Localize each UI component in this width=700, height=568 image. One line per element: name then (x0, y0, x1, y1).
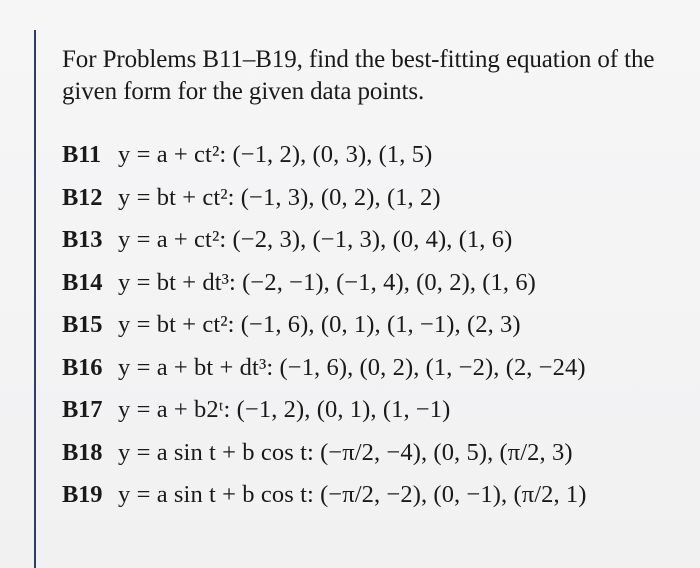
problem-text: y = bt + ct²: (−1, 6), (0, 1), (1, −1), (2, 3) (118, 311, 521, 338)
problem-b17 (62, 396, 692, 439)
problem-text: y = bt + ct²: (−1, 3), (0, 2), (1, 2) (118, 183, 441, 211)
problem-b14 (62, 269, 692, 312)
problem-number: B14 (62, 268, 103, 296)
problem-number: B18 (62, 438, 103, 466)
problem-text: y = a + ct²: (−2, 3), (−1, 3), (0, 4), (1, 6) (118, 226, 513, 253)
problem-b16 (62, 354, 692, 397)
problem-set-intro (62, 44, 692, 108)
problem-number: B13 (62, 226, 103, 253)
problem-list (62, 141, 692, 524)
problem-b19 (62, 481, 692, 524)
problem-number: B16 (62, 353, 103, 381)
intro-line-1: For Problems B11–B19, find the best-fitting equation of the (62, 46, 655, 73)
problem-b18 (62, 439, 692, 482)
problem-text: y = a + b2ᵗ: (−1, 2), (0, 1), (1, −1) (118, 396, 451, 423)
problem-number: B17 (62, 396, 103, 423)
problem-number: B19 (62, 481, 103, 508)
problem-text: y = a sin t + b cos t: (−π/2, −2), (0, −1), (π/2, 1) (118, 481, 587, 508)
problem-b15 (62, 311, 692, 354)
problem-number: B12 (62, 183, 103, 211)
problem-text: y = a + bt + dt³: (−1, 6), (0, 2), (1, −2), (2, −24) (118, 353, 586, 381)
problem-b13 (62, 226, 692, 269)
problem-b12 (62, 184, 692, 227)
problem-text: y = a sin t + b cos t: (−π/2, −4), (0, 5), (π/2, 3) (118, 438, 573, 466)
problem-b11 (62, 141, 692, 184)
intro-line-2: given form for the given data points. (62, 78, 425, 105)
problem-number: B11 (62, 141, 101, 168)
margin-rule (34, 30, 36, 568)
problem-text: y = a + ct²: (−1, 2), (0, 3), (1, 5) (118, 141, 433, 168)
problem-text: y = bt + dt³: (−2, −1), (−1, 4), (0, 2), (1, 6) (118, 268, 536, 296)
problem-number: B15 (62, 311, 103, 338)
